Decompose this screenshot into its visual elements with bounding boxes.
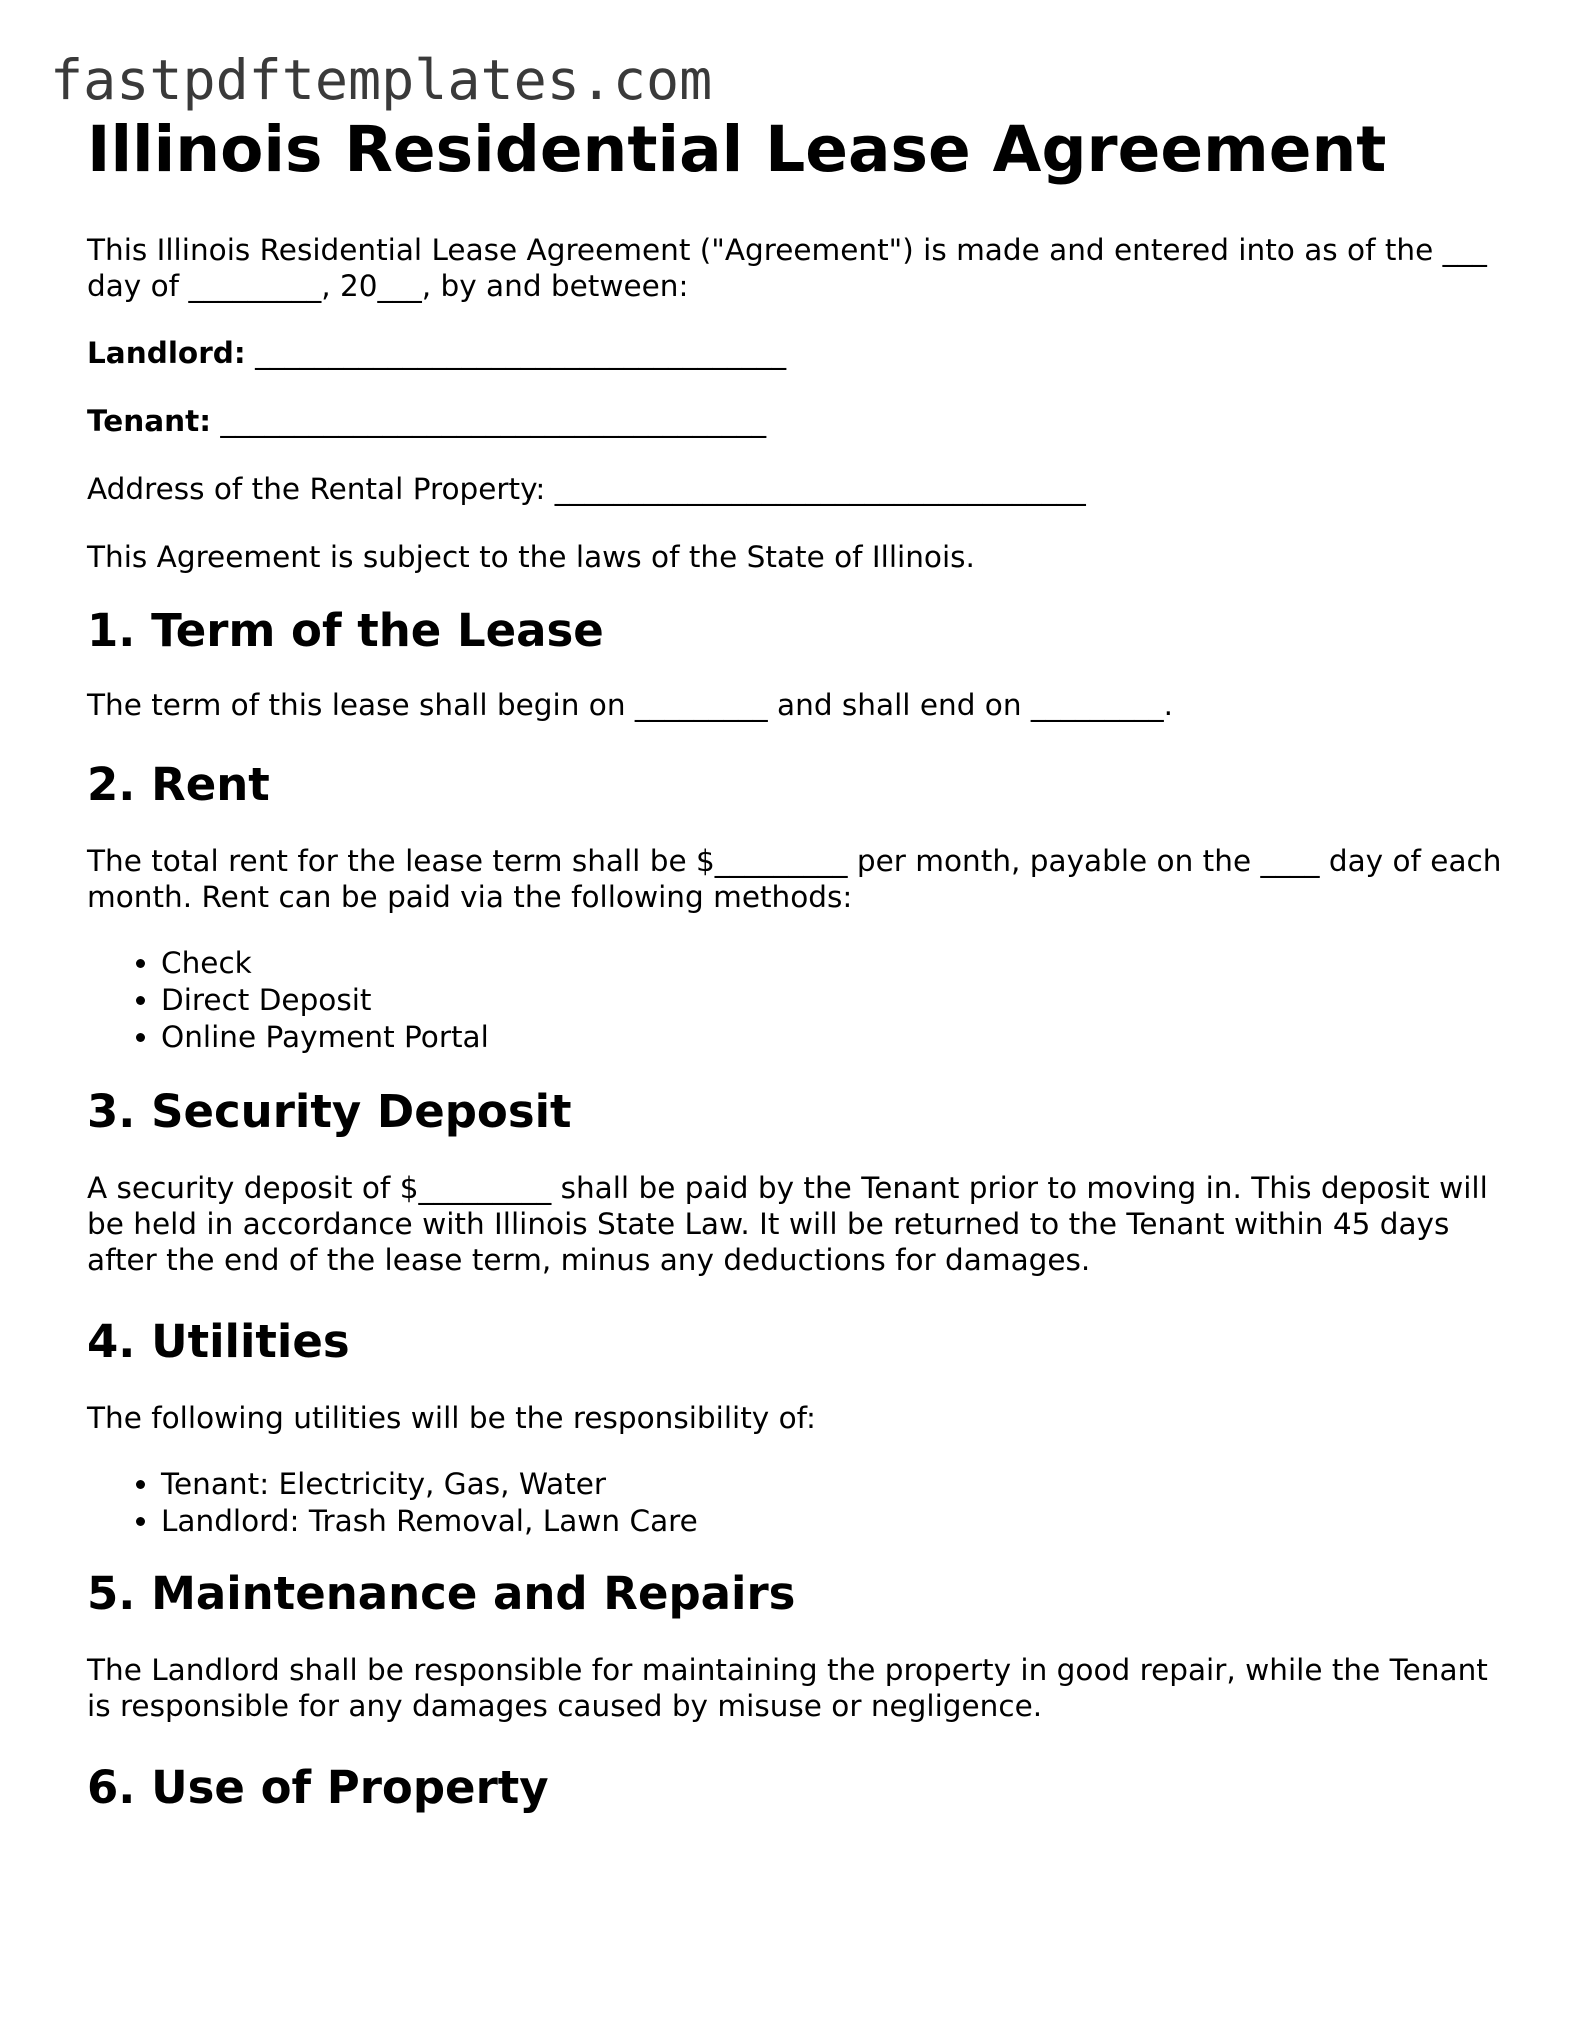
section-heading-term: 1. Term of the Lease <box>87 604 604 657</box>
tenant-label: Tenant: <box>87 404 212 438</box>
list-item: • Direct Deposit <box>161 982 1507 1019</box>
document-page <box>87 106 1507 1816</box>
document-title: Illinois Residential Lease Agreement <box>87 113 1387 186</box>
list-item: • Check <box>161 945 1507 982</box>
list-item: • Tenant: Electricity, Gas, Water <box>161 1466 1507 1503</box>
watermark-text: fastpdftemplates.com <box>50 48 713 112</box>
tenant-line <box>87 403 1507 439</box>
landlord-label: Landlord: <box>87 336 246 370</box>
section-heading-security-deposit: 3. Security Deposit <box>87 1085 572 1138</box>
tenant-blank[interactable]: _____________________________________ <box>220 404 767 438</box>
intro-paragraph: This Illinois Residential Lease Agreement ("Agreement") is made and entered into as of the ___ day of _________, 20___, by and between: <box>87 233 1487 303</box>
section-text-security-deposit: A security deposit of $_________ shall be paid by the Tenant prior to moving in. This deposit will be held in accordance with Illinois State Law. It will be returned to the Tenant within 45 days after the end of the lease term, minus any deductions for damages. <box>87 1171 1488 1277</box>
section-text-rent: The total rent for the lease term shall be $_________ per month, payable on the ____ day of each month. Rent can be paid via the following methods: <box>87 844 1502 914</box>
section-text-maintenance: The Landlord shall be responsible for maintaining the property in good repair, while the Tenant is responsible for any damages caused by misuse or negligence. <box>87 1653 1488 1723</box>
rent-methods-list <box>87 945 1507 1056</box>
section-heading-rent: 2. Rent <box>87 758 270 811</box>
section-heading-utilities: 4. Utilities <box>87 1315 350 1368</box>
landlord-line <box>87 335 1507 371</box>
utilities-list <box>87 1466 1507 1540</box>
landlord-blank[interactable]: ____________________________________ <box>255 336 787 370</box>
section-text-term: The term of this lease shall begin on _________ and shall end on _________. <box>87 688 1174 722</box>
address-line: Address of the Rental Property: ____________________________________ <box>87 472 1086 506</box>
list-item: • Landlord: Trash Removal, Lawn Care <box>161 1503 1507 1540</box>
list-item: • Online Payment Portal <box>161 1019 1507 1056</box>
section-heading-maintenance: 5. Maintenance and Repairs <box>87 1567 796 1620</box>
governing-law-paragraph: This Agreement is subject to the laws of the State of Illinois. <box>87 540 975 574</box>
section-text-utilities: The following utilities will be the responsibility of: <box>87 1401 816 1435</box>
section-heading-use-of-property: 6. Use of Property <box>87 1761 549 1814</box>
